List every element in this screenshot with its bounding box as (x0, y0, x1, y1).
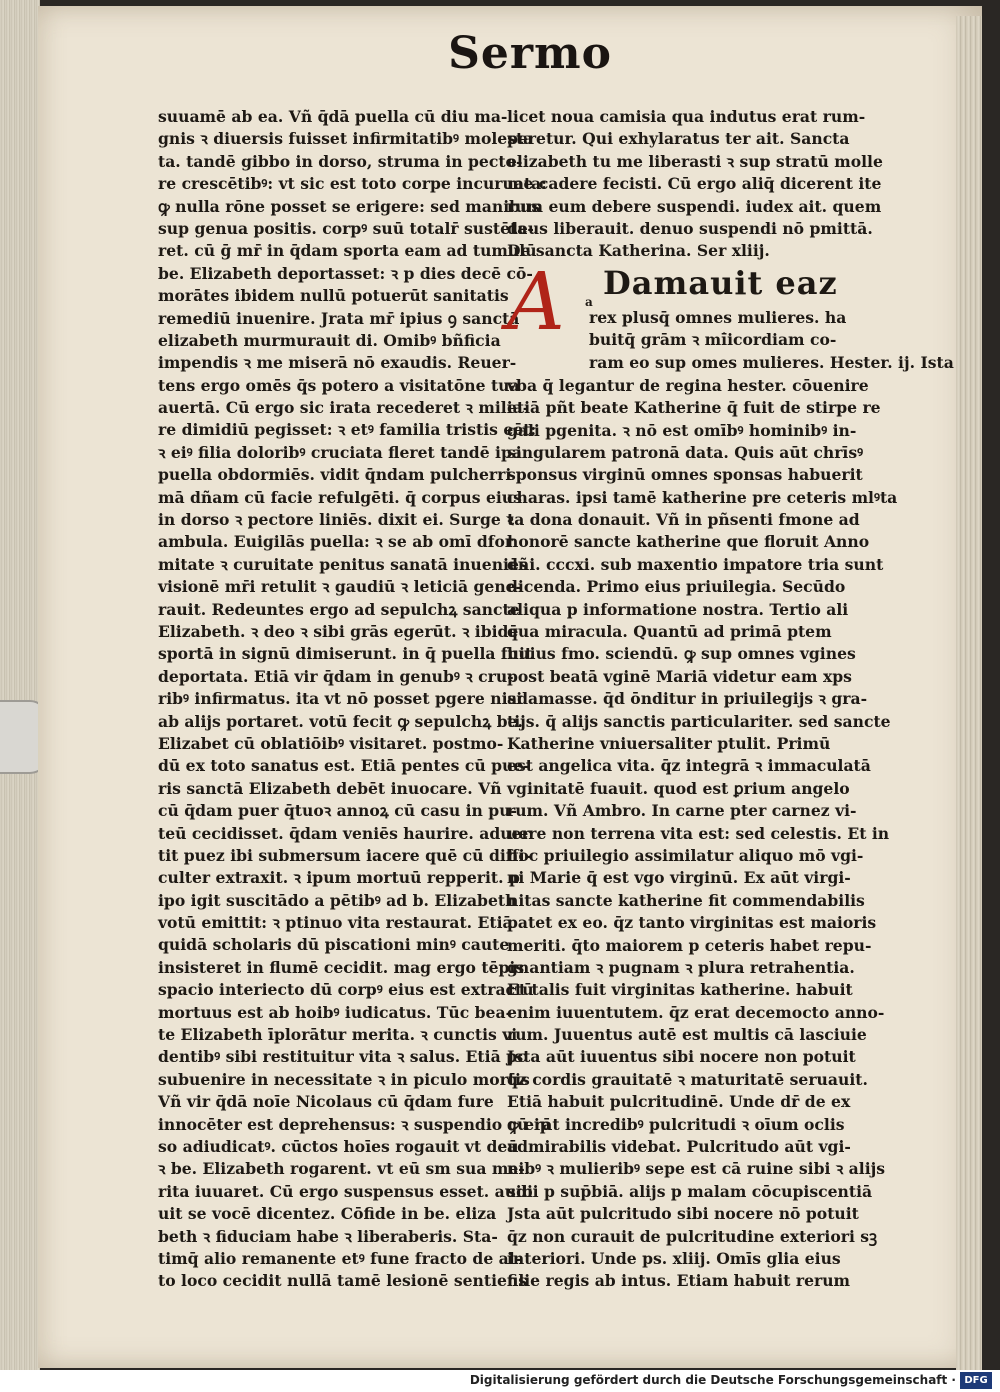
text-line: ta. tandē gibbo in dorso, struma in pecto- (158, 151, 523, 171)
text-line: ꝙ nulla rōne posset se erigere: sed manibus (158, 196, 541, 216)
text-line: honorē sancte katherine que floruit Anno (507, 532, 870, 552)
text-line: dicenda. Primo eius priuilegia. Secūdo (507, 577, 846, 597)
text-line: q̄z non curauit de pulcritudine exteriori sꝫ (507, 1226, 878, 1246)
text-line: peretur. Qui exhylaratus ter ait. Sancta (507, 129, 850, 149)
text-line: auertā. Cū ergo sic irata recederet ꝛ milia- (158, 398, 530, 418)
text-line: Jsta aūt iuuentus sibi nocere non potuit (507, 1047, 856, 1067)
text-line: ris sanctā Elizabeth debēt inuocare. Vñ (158, 778, 502, 798)
text-line: uit se vocē dicentez. Cōfide in be. eliza (158, 1204, 497, 1224)
text-line: vba q̄ legantur de regina hester. cōuenire (507, 375, 869, 395)
text-line: sponsus virginū omnes sponsas habuerit (507, 465, 863, 485)
text-line: admirabilis videbat. Pulcritudo aūt vgi- (507, 1137, 851, 1157)
text-line: sportā in signū dimiserunt. in q̄ puella fuit (158, 644, 533, 664)
text-line: sup genua positis. corpꝰ suū totalr̄ sustēta- (158, 218, 534, 238)
text-line: nitas sancte katherine fit commendabilis (507, 890, 865, 910)
text-line: so adiudicatꝰ. cūctos hoīes rogauit vt deū (158, 1136, 519, 1156)
text-line: re dimidiū pegisset: ꝛ etꝰ familia tristis eēt: (158, 420, 537, 440)
text-line: deus liberauit. denuo suspendi nō pmittā. (507, 218, 873, 238)
text-line: dū ex toto sanatus est. Etiā pentes cū pue- (158, 756, 530, 776)
text-line: deportata. Etiā vir q̄dam in genubꝰ ꝛ cru- (158, 666, 514, 686)
text-line: teū cecidisset. q̄dam veniēs haurire. aduer (158, 823, 530, 843)
text-line: vginitatē fuauit. quod est ꝑrium angelo (507, 778, 850, 798)
text-line: cū q̄dam puer q̄tuoꝛ annoꝝ cū casu in pu- (158, 801, 518, 821)
after-lead-text (589, 307, 954, 374)
text-line: tit puez ibi submersum iacere quē cū diffi- (158, 845, 531, 865)
text-line: mortuus est ab hoibꝰ iudicatus. Tūc bea- (158, 1002, 513, 1022)
page-title: Sermo (448, 28, 612, 79)
text-line: uere non terrena vita est: sed celestis. Et in (507, 823, 890, 843)
text-line: licet noua camisia qua indutus erat rum- (507, 107, 866, 126)
text-line: ꝛ be. Elizabeth rogarent. vt eū sm sua me- (158, 1159, 525, 1179)
text-line: patet ex eo. q̄z tanto virginitas est maioris (507, 913, 877, 933)
text-line: adamasse. q̄d ōnditur in priuilegijs ꝛ gra- (507, 689, 868, 709)
text-line: beth ꝛ fiduciam habe ꝛ liberaberis. Sta- (158, 1226, 498, 1246)
text-line: dñi. cccxi. sub maxentio impatore tria sunt (507, 554, 884, 574)
dfg-logo: DFG (960, 1372, 992, 1389)
text-line: gnantiam ꝛ pugnam ꝛ plura retrahentia. (507, 957, 855, 977)
text-line: Vñ vir q̄dā noīe Nicolaus cū q̄dam fure (158, 1092, 494, 1112)
text-line: enim iuuentutem. q̄z erat decemocto anno- (507, 1002, 885, 1022)
digitization-footer (0, 1370, 1000, 1392)
text-line: est angelica vita. q̄z integrā ꝛ immaculatā (507, 756, 871, 776)
text-line: te Elizabeth īplorātur merita. ꝛ cunctis vi (158, 1025, 518, 1045)
text-line: nibꝰ ꝛ mulieribꝰ sepe est cā ruine sibi ꝛ alijs (507, 1159, 886, 1179)
text-line: Elizabet cū oblatiōibꝰ visitaret. postmo- (158, 733, 504, 753)
right-column-body-text (507, 375, 898, 1293)
text-line: rita iuuaret. Cū ergo suspensus esset. audi (158, 1181, 533, 1201)
text-line: visionē mr̄i retulit ꝛ gaudiū ꝛ leticiā gene- (158, 577, 523, 597)
text-line: ꝛ eiꝰ filia doloribꝰ cruciata fleret tandē ipa (158, 442, 522, 462)
text-line: quidā scholaris dū piscationi minꝰ caute (158, 935, 510, 955)
drop-cap-initial: A (507, 254, 565, 348)
text-line: remediū inuenire. Jrata mr̄ ipius ꝯ sanctā (158, 308, 520, 328)
text-line: Jsta aūt pulcritudo sibi nocere nō potuit (507, 1204, 859, 1224)
text-line: qua miracula. Quantū ad primā ptem (507, 622, 832, 642)
text-line: gali pgenita. ꝛ nō est omībꝰ hominibꝰ in- (507, 420, 857, 440)
text-line: elizabeth tu me liberasti ꝛ sup stratū molle (507, 151, 883, 171)
initial-block (507, 254, 954, 375)
text-line: tens ergo omēs q̄s potero a visitatōne tua (158, 375, 520, 395)
text-line: rex plusq̄ omnes mulieres. ha (589, 307, 847, 327)
text-line: rum. Vñ Ambro. In carne pter carnez vi- (507, 801, 857, 821)
left-column (158, 106, 551, 1293)
book-page-stack-left (0, 0, 40, 1372)
text-line: singularem patronā data. Quis aūt chrīsꝰ (507, 442, 864, 462)
text-line: mitate ꝛ curuitate penitus sanatā inueniēs (158, 554, 528, 574)
lead-text: Damauit eaz (603, 263, 838, 302)
right-column-top-text (507, 106, 883, 240)
text-line: ambula. Euigilās puella: ꝛ se ab omī dfor (158, 532, 514, 552)
text-line: to loco cecidit nullā tamē lesionē sentiens (158, 1271, 528, 1291)
text-line: Et talis fuit virginitas katherine. habuit (507, 980, 853, 1000)
text-line: sibi p sup̄biā. alijs p malam cōcupiscentiā (507, 1181, 873, 1201)
text-line: rum eum debere suspendi. iudex ait. quem (507, 196, 882, 216)
text-line: rum. Juuentus autē est multis cā lasciuie (507, 1025, 867, 1045)
text-line: in dorso ꝛ pectore liniēs. dixit ei. Surge ꝛ (158, 510, 514, 530)
section-rubric: De sancta Katherina. Ser xliij. (507, 241, 770, 261)
text-line: me cadere fecisti. Cū ergo aliq̄ dicerent ite (507, 174, 882, 194)
text-line: q̄z cordis grauitatē ꝛ maturitatē seruauit. (507, 1069, 868, 1089)
text-line: rauit. Redeuntes ergo ad sepulchꝝ sancte (158, 599, 520, 619)
text-line: ꝙ erāt incredibꝰ pulcritudi ꝛ oīum oclis (507, 1114, 845, 1134)
text-line: culter extraxit. ꝛ ipum mortuū repperit. p (158, 868, 520, 888)
text-line: huius fmo. sciendū. ꝙ sup omnes vgines (507, 644, 856, 664)
text-line: be. Elizabeth deportasset: ꝛ p dies decē cō- (158, 263, 533, 283)
text-line: ram eo sup omes mulieres. Hester. ij. Ista (589, 352, 954, 372)
text-line: Etiā habuit pulcritudinē. Unde dr̄ de ex (507, 1092, 851, 1112)
guide-letter: a (585, 294, 593, 309)
text-line: Elizabeth. ꝛ deo ꝛ sibi grās egerūt. ꝛ ibidē (158, 621, 519, 641)
text-line: innocēter est deprehensus: ꝛ suspendio cū ip (158, 1114, 551, 1134)
text-line: impendis ꝛ me miserā nō exaudis. Reuer- (158, 353, 517, 373)
text-line: buitq̄ grām ꝛ mi̇̄icordiam co- (589, 330, 837, 350)
text-line: puella obdormiēs. vidit q̄ndam pulcherri (158, 465, 512, 485)
text-line: hoc priuilegio assimilatur aliquo mō vgi- (507, 845, 864, 865)
text-line: etiā pñt beate Katherine q̄ fuit de stirpe re (507, 398, 881, 418)
text-line: ribꝰ infirmatus. ita vt nō posset pgere nisi (158, 689, 523, 709)
text-line: elizabeth murmurauit di. Omibꝰ bñficia (158, 330, 501, 350)
text-line: meriti. q̄to maiorem p ceteris habet repu- (507, 935, 872, 955)
text-line: gnis ꝛ diuersis fuisset infirmitatibꝰ molesta (158, 129, 534, 149)
text-line: suuamē ab ea. Vñ q̄dā puella cū diu ma- (158, 107, 508, 126)
text-line: spacio interiecto dū corpꝰ eius est extractū (158, 980, 534, 1000)
text-line: ni Marie q̄ est vgo virginū. Ex aūt virgi- (507, 868, 851, 888)
text-line: insisteret in flumē cecidit. mag ergo tēpis (158, 957, 525, 977)
text-line: morātes ibidem nullū potuerūt sanitatis (158, 286, 509, 306)
text-line: filie regis ab intus. Etiam habuit rerum (507, 1271, 851, 1291)
text-line: charas. ipsi tamē katherine pre ceteris mlꝰta (507, 487, 898, 507)
text-line: votū emittit: ꝛ ptinuo vita restaurat. Etiā (158, 913, 513, 933)
text-line: interiori. Unde ps. xliij. Omīs glia eius (507, 1248, 841, 1268)
text-line: timq̄ alio remanente etꝰ fune fracto de al- (158, 1248, 522, 1268)
text-line: subuenire in necessitate ꝛ in piculo mortis (158, 1069, 530, 1089)
text-line: tijs. q̄ alijs sanctis particulariter. sed sancte (507, 711, 891, 731)
text-line: aliqua p informatione nostra. Tertio ali (507, 599, 849, 619)
text-line: ta dona donauit. Vñ in pñsenti fmone ad (507, 510, 860, 530)
text-line: dentibꝰ sibi restituitur vita ꝛ salus. Etiā pc (158, 1047, 527, 1067)
text-line: ret. cū ḡ mr̄ in q̄dam sporta eam ad tumulū (158, 241, 537, 261)
text-line: post beatā vginē Mariā videtur eam xps (507, 666, 852, 686)
text-line: ab alijs portaret. votū fecit ꝙ sepulchꝝ be. (158, 711, 523, 731)
text-line: ipo igit suscitādo a pētibꝰ ad b. Elizabeth (158, 890, 517, 910)
book-page-stack-right (956, 16, 982, 1371)
footer-credit: Digitalisierung gefördert durch die Deutsche Forschungsgemeinschaft · (469, 1373, 956, 1387)
text-line: re crescētibꝰ: vt sic est toto corpe incuruata: (158, 174, 548, 194)
text-line: mā dñam cū facie refulgēti. q̄ corpus eius (158, 487, 522, 507)
right-column (507, 106, 954, 1293)
text-line: Katherine vniuersaliter ptulit. Primū (507, 733, 831, 753)
